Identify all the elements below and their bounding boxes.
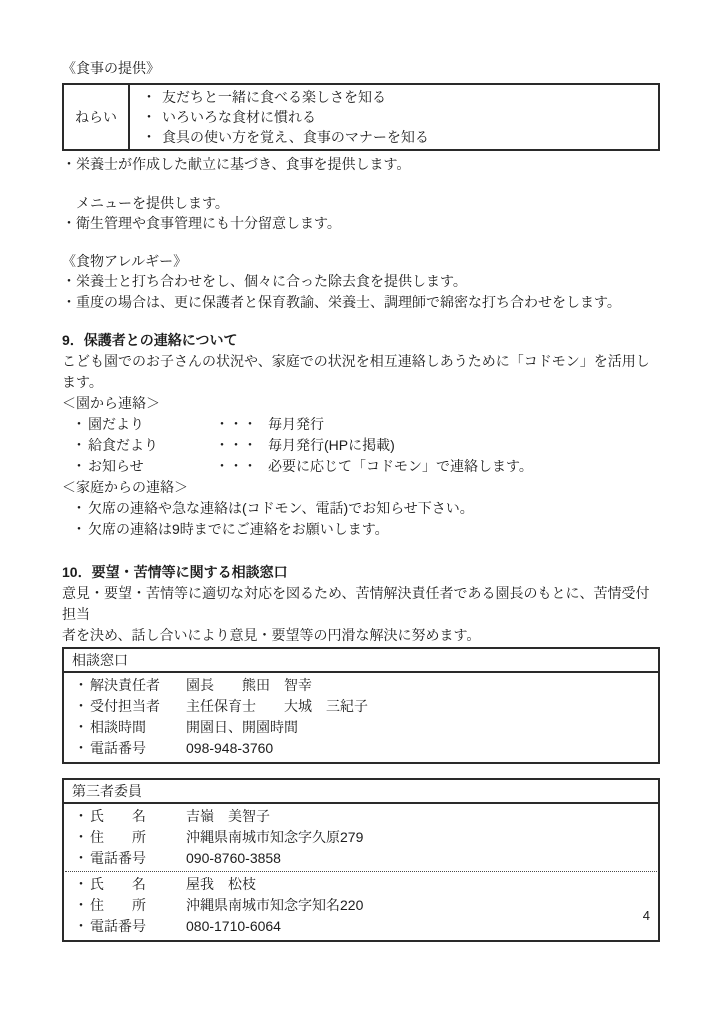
aim-item-text: 食具の使い方を覚え、食事のマナーを知る <box>162 129 429 145</box>
bullet-icon: ・ <box>74 808 88 824</box>
row-label: 受付担当者 <box>90 698 160 714</box>
contact-name: 園だより <box>88 416 144 432</box>
bullet-icon: ・ <box>74 829 88 845</box>
dots-separator: ・・・ <box>215 437 257 453</box>
bullet-icon: ・ <box>72 416 86 432</box>
home-contact-row <box>62 498 660 519</box>
row-value: 090-8760-3858 <box>186 850 281 866</box>
allergy-note-line: ・重度の場合は、更に保護者と保育教諭、栄養士、調理師で綿密な打ち合わせをします。 <box>62 293 621 310</box>
consultation-table <box>62 647 660 764</box>
table-row <box>64 696 658 717</box>
table-row <box>64 806 658 827</box>
dots-separator: ・・・ <box>215 458 257 474</box>
committee-table <box>62 778 660 942</box>
section10-intro-line: 意見・要望・苦情等に適切な対応を図るため、苦情解決責任者である園長のもとに、苦情受付担当 <box>62 585 650 622</box>
row-value: 園長 熊田 智幸 <box>186 677 312 693</box>
table-row <box>64 874 658 895</box>
home-contact-text: 欠席の連絡や急な連絡は(コドモン、電話)でお知らせ下さい。 <box>88 500 474 516</box>
row-label: 電話番号 <box>90 850 146 866</box>
dots-separator: ・・・ <box>215 416 257 432</box>
home-contact-row <box>62 519 660 540</box>
meal-aim-table <box>62 83 660 151</box>
meal-notes <box>62 155 660 233</box>
row-label: 解決責任者 <box>90 677 160 693</box>
meal-section-heading: 《食事の提供》 <box>62 60 160 76</box>
bullet-icon: ・ <box>74 850 88 866</box>
row-value: 沖縄県南城市知念字久原279 <box>186 829 364 845</box>
row-value: 屋我 松枝 <box>186 876 256 892</box>
row-value: 沖縄県南城市知念字知名220 <box>186 897 364 913</box>
bullet-icon: ・ <box>74 740 88 756</box>
bullet-icon: ・ <box>142 129 156 145</box>
row-value: 080-1710-6064 <box>186 918 281 934</box>
section9-heading: 9．保護者との連絡について <box>62 332 238 348</box>
allergy-note-line: ・栄養士と打ち合わせをし、個々に合った除去食を提供します。 <box>62 273 467 289</box>
section10-intro-line: 者を決め、話し合いにより意見・要望等の円滑な解決に努めます。 <box>62 627 481 643</box>
meal-note-line: ・栄養士が作成した献立に基づき、食事を提供します。 <box>62 156 411 172</box>
bullet-icon: ・ <box>142 89 156 105</box>
from-garden-label: ＜園から連絡＞ <box>62 395 160 411</box>
table-row <box>64 916 658 937</box>
row-value: 主任保育士 大城 三紀子 <box>186 698 368 714</box>
contact-desc: 必要に応じて「コドモン」で連絡します。 <box>268 458 533 474</box>
meal-note-line: ・衛生管理や食事管理にも十分留意します。 <box>62 214 341 231</box>
bullet-icon: ・ <box>74 876 88 892</box>
row-label: 電話番号 <box>90 918 146 934</box>
section9-intro: こども園でのお子さんの状況や、家庭での状況を相互連絡しあうために「コドモン」を活用します。 <box>62 353 650 390</box>
row-label: 住 所 <box>90 897 146 913</box>
aim-item-text: いろいろな食材に慣れる <box>162 109 316 125</box>
contact-name: 給食だより <box>88 437 158 453</box>
row-label: 電話番号 <box>90 740 146 756</box>
contact-name: お知らせ <box>88 458 144 474</box>
committee-table-header: 第三者委員 <box>64 780 658 804</box>
table-row <box>64 717 658 738</box>
row-value: 吉嶺 美智子 <box>186 808 270 824</box>
contact-desc: 毎月発行 <box>268 416 324 432</box>
bullet-icon: ・ <box>74 719 88 735</box>
bullet-icon: ・ <box>142 109 156 125</box>
aim-item-text: 友だちと一緒に食べる楽しさを知る <box>162 89 386 105</box>
row-value: 開園日、開園時間 <box>186 719 298 735</box>
contact-row <box>62 435 660 456</box>
table-row <box>64 738 658 759</box>
bullet-icon: ・ <box>72 437 86 453</box>
bullet-icon: ・ <box>72 521 86 537</box>
bullet-icon: ・ <box>72 458 86 474</box>
row-label: 住 所 <box>90 829 146 845</box>
section10-heading: 10．要望・苦情等に関する相談窓口 <box>62 564 288 580</box>
committee-member-block <box>64 804 658 940</box>
aim-item <box>136 107 652 127</box>
table-row <box>64 895 658 916</box>
dotted-divider <box>65 871 657 872</box>
from-home-label: ＜家庭からの連絡＞ <box>62 479 188 495</box>
row-label: 相談時間 <box>90 719 146 735</box>
allergy-notes <box>62 271 660 312</box>
contact-row <box>62 456 660 477</box>
aim-item <box>136 87 652 107</box>
contact-desc: 毎月発行(HPに掲載) <box>268 437 395 453</box>
table-row <box>64 848 658 869</box>
bullet-icon: ・ <box>74 897 88 913</box>
consultation-table-header: 相談窓口 <box>64 649 658 673</box>
home-contact-text: 欠席の連絡は9時までにご連絡をお願いします。 <box>88 521 389 537</box>
row-value: 098-948-3760 <box>186 740 274 756</box>
table-row <box>64 827 658 848</box>
contact-row <box>62 414 660 435</box>
row-label: 氏 名 <box>90 876 146 892</box>
meal-note-line <box>62 175 660 195</box>
aim-label: ねらい <box>75 109 117 125</box>
row-label: 氏 名 <box>90 808 146 824</box>
bullet-icon: ・ <box>74 918 88 934</box>
allergy-section-heading: 《食物アレルギー》 <box>62 253 188 269</box>
aim-table-label-cell <box>64 85 130 149</box>
aim-table-items-cell <box>130 85 658 149</box>
aim-item <box>136 127 652 147</box>
bullet-icon: ・ <box>74 698 88 714</box>
table-row <box>64 675 658 696</box>
meal-note-line: メニューを提供します。 <box>62 195 229 211</box>
bullet-icon: ・ <box>74 677 88 693</box>
bullet-icon: ・ <box>72 500 86 516</box>
page-number: 4 <box>642 908 650 923</box>
consultation-table-body <box>64 673 658 762</box>
